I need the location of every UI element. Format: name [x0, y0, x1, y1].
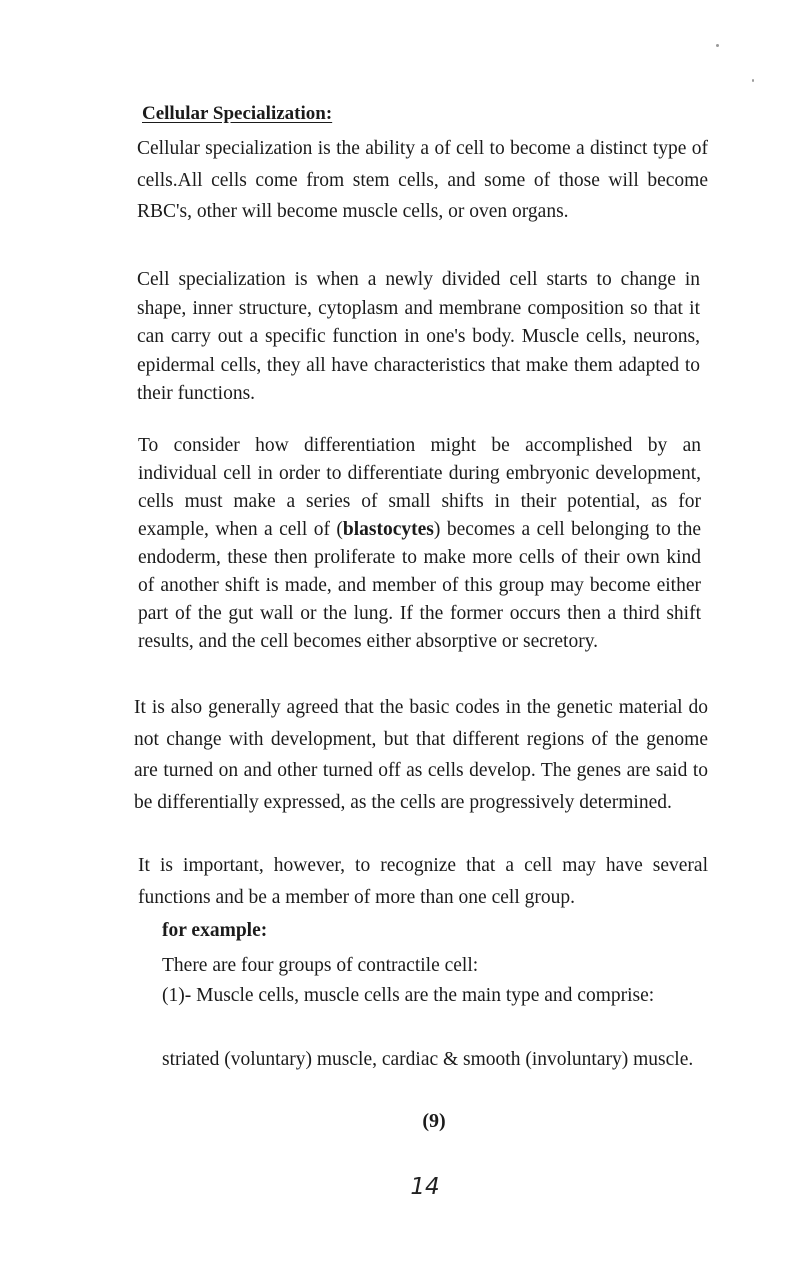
- scan-speck: [716, 44, 719, 47]
- term-blastocytes: blastocytes: [342, 519, 434, 540]
- scan-speck: [752, 79, 754, 82]
- page-number: (9): [422, 1110, 446, 1132]
- section-heading: Cellular Specialization:: [142, 103, 333, 124]
- example-intro: There are four groups of contractile cell:: [162, 955, 479, 976]
- example-heading: for example:: [162, 920, 268, 941]
- paragraph-differentiation-part1: To consider how differentiation might be accomplished by an individual cell in order to differentiate during embryonic development, cells must make a series of small shifts in their potential, as for example, when a cell of (: [138, 435, 701, 540]
- example-item-muscle-types: striated (voluntary) muscle, cardiac & smooth (involuntary) muscle.: [162, 1049, 694, 1070]
- paragraph-specialization: Cell specialization is when a newly divided cell starts to change in shape, inner structure, cytoplasm and membrane composition so that it can carry out a specific function in one's body. Muscle cells, neurons, epidermal cells, they all have characteristics that make them adapted to their functions.: [137, 269, 700, 404]
- example-item-muscle-cells: (1)- Muscle cells, muscle cells are the main type and comprise:: [162, 985, 655, 1006]
- paragraph-definition: Cellular specialization is the ability a of cell to become a distinct type of cells.All cells come from stem cells, and some of those will become RBC's, other will become muscle cells, or oven organs.: [137, 138, 708, 222]
- paragraph-cell-functions: It is important, however, to recognize that a cell may have several functions and be a member of more than one cell group.: [138, 855, 708, 908]
- paragraph-genetic-codes: It is also generally agreed that the basic codes in the genetic material do not change with development, but that different regions of the genome are turned on and other turned off as cells develop. The genes are said to be differentially expressed, as the cells are progressively determined.: [134, 697, 708, 813]
- handwritten-page-number: 14: [410, 1174, 440, 1200]
- paragraph-differentiation-part2: ) becomes a cell belonging to the endoderm, these then proliferate to make more cells of their own kind of another shift is made, and member of this group may become either part of the gut wall or the lung. If the former occurs then a third shift results, and the cell becomes either absorptive or secretory.: [138, 519, 702, 652]
- paragraph-differentiation: [138, 432, 701, 656]
